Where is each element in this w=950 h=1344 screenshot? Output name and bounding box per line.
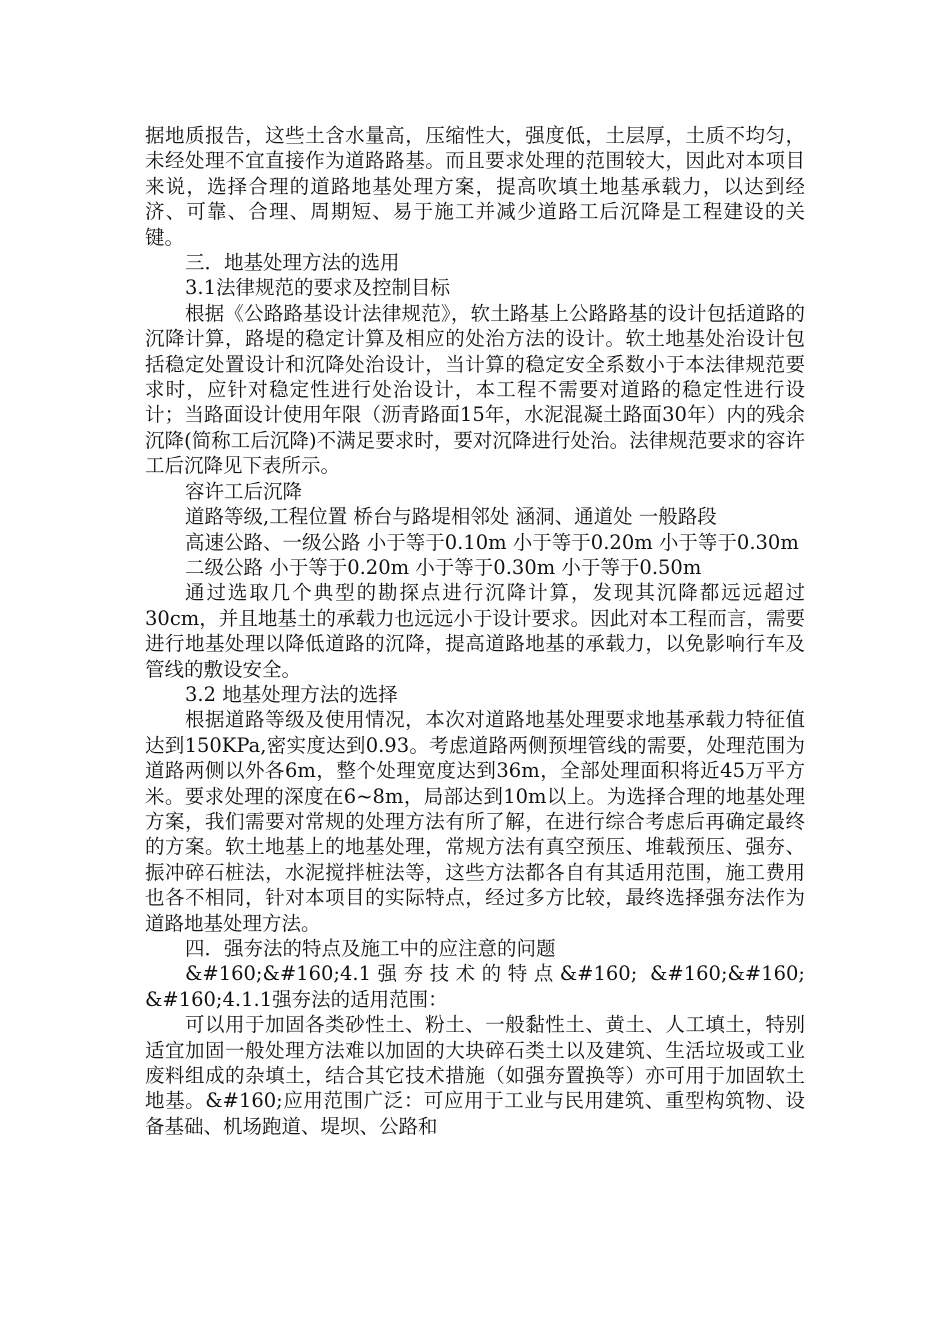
section-heading-3: 三．地基处理方法的选用 bbox=[185, 251, 400, 275]
paragraph-design-code: 根据《公路路基设计法律规范》，软土路基上公路路基的设计包括道路的沉降计算，路堤的稳定计算及相应的处治方法的设计。软土地基处治设计包括稳定处置设计和沉降处治设计，当计算的稳定安全系数小于本法律规范要求时，应针对稳定性进行处治设计，本工程不需要对道路的稳定性进行设计；当路面设计使用年限（沥青路面15年，水泥混凝土路面30年）内的残余沉降(简称工后沉降)不满足要求时，要对沉降进行处治。法律规范要求的容许工后沉降见下表所示。 bbox=[145, 301, 805, 478]
table-caption: 容许工后沉降 bbox=[185, 479, 303, 503]
table-header-row: 道路等级,工程位置 桥台与路堤相邻处 涵洞、通道处 一般路段 bbox=[185, 505, 717, 529]
paragraph-method-selection: 根据道路等级及使用情况，本次对道路地基处理要求地基承载力特征值达到150KPa,密实度达到0.93。考虑道路两侧预埋管线的需要，处理范围为道路两侧以外各6m，整个处理宽度达到36m，全部处理面积将近45万平方米。要求处理的深度在6~8m，局部达到10m以上。为选择合理的地基处理方案，我们需要对常规的处理方法有所了解，在进行综合考虑后再确定最终的方案。软土地基上的地基处理，常规方法有真空预压、堆载预压、强夯、振冲碎石桩法，水泥搅拌桩法等，这些方法都各自有其适用范围，施工费用也各不相同，针对本项目的实际特点，经过多方比较，最终选择强夯法作为道路地基处理方法。 bbox=[145, 708, 805, 935]
table-row-highway: 高速公路、一级公路 小于等于0.10m 小于等于0.20m 小于等于0.30m bbox=[185, 530, 799, 554]
paragraph-applicability: 可以用于加固各类砂性土、粉土、一般黏性土、黄土、人工填土，特别适宜加固一般处理方法难以加固的大块碎石类土以及建筑、生活垃圾或工业废料组成的杂填土，结合其它技术措施（如强夯置换等）亦可用于加固软土地基。&#160;应用范围广泛：可应用于工业与民用建筑、重型构筑物、设备基础、机场跑道、堤坝、公路和 bbox=[145, 1013, 805, 1138]
section-heading-4: 四．强夯法的特点及施工中的应注意的问题 bbox=[185, 937, 556, 960]
subsection-heading-3-2: 3.2 地基处理方法的选择 bbox=[185, 682, 398, 706]
table-row-secondary: 二级公路 小于等于0.20m 小于等于0.30m 小于等于0.50m bbox=[185, 555, 702, 579]
subsection-heading-3-1: 3.1法律规范的要求及控制目标 bbox=[185, 276, 451, 300]
subsection-heading-4-1: &#160;&#160;4.1强夯技术的特点&#160; &#160;&#160; &#160;4.1.1强夯法的适用范围： bbox=[145, 962, 805, 1011]
document-body bbox=[145, 123, 805, 1139]
paragraph-settlement-calc: 通过选取几个典型的勘探点进行沉降计算，发现其沉降都远远超过30cm，并且地基土的承载力也远远小于设计要求。因此对本工程而言，需要进行地基处理以降低道路的沉降，提高道路地基的承载力，以免影响行车及管线的敷设安全。 bbox=[145, 581, 805, 681]
paragraph-geology-report: 据地质报告，这些土含水量高，压缩性大，强度低，土层厚，土质不均匀，未经处理不宜直接作为道路路基。而且要求处理的范围较大，因此对本项目来说，选择合理的道路地基处理方案，提高吹填土地基承载力，以达到经济、可靠、合理、周期短、易于施工并减少道路工后沉降是工程建设的关键。 bbox=[145, 124, 805, 249]
